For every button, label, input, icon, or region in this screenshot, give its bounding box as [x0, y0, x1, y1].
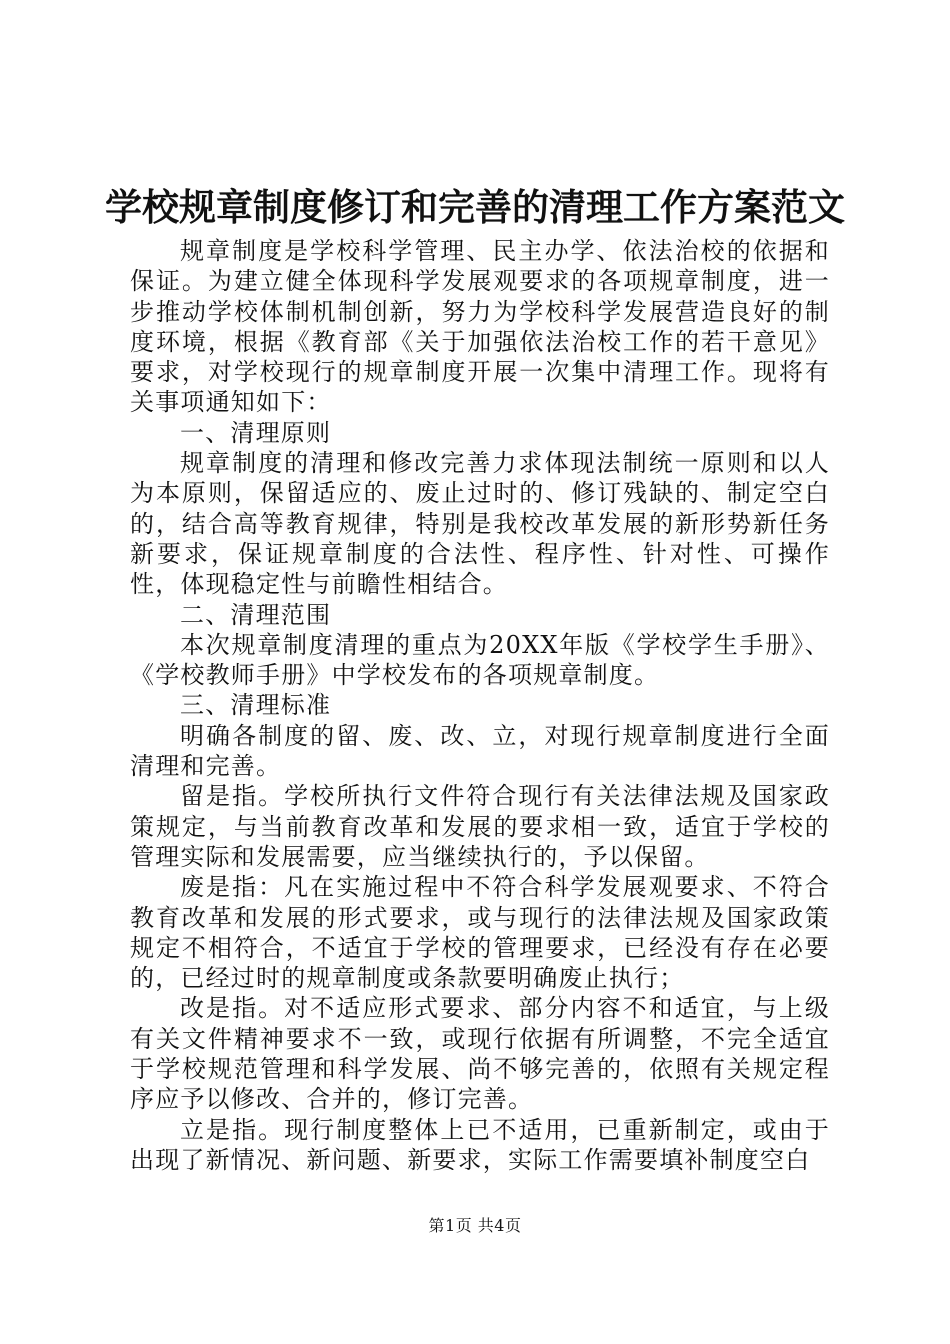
- paragraph-abolish: 废是指：凡在实施过程中不符合科学发展观要求、不符合教育改革和发展的形式要求，或与现行的法律法规及国家政策规定不相符合，不适宜于学校的管理要求，已经没有存在必要的，已经过时的规章制度或条款要明确废止执行；: [130, 873, 830, 993]
- paragraph-intro: 规章制度是学校科学管理、民主办学、依法治校的依据和保证。为建立健全体现科学发展观要求的各项规章制度，进一步推动学校体制机制创新，努力为学校科学发展营造良好的制度环境，根据《教育部《关于加强依法治校工作的若干意见》要求，对学校现行的规章制度开展一次集中清理工作。现将有关事项通知如下：: [130, 237, 830, 417]
- paragraph-revise: 改是指。对不适应形式要求、部分内容不和适宜，与上级有关文件精神要求不一致，或现行依据有所调整，不完全适宜于学校规范管理和科学发展、尚不够完善的，依照有关规定程序应予以修改、合并的，修订完善。: [130, 994, 830, 1114]
- paragraph-principles: 规章制度的清理和修改完善力求体现法制统一原则和以人为本原则，保留适应的、废止过时的、修订残缺的、制定空白的，结合高等教育规律，特别是我校改革发展的新形势新任务新要求，保证规章制度的合法性、程序性、针对性、可操作性，体现稳定性与前瞻性相结合。: [130, 449, 830, 599]
- paragraph-scope: 本次规章制度清理的重点为20XX年版《学校学生手册》、《学校教师手册》中学校发布的各项规章制度。: [130, 630, 830, 690]
- section-heading-standards: 三、清理标准: [180, 691, 332, 720]
- page-number-footer: 第1页 共4页: [428, 1216, 522, 1235]
- document-title: 学校规章制度修订和完善的清理工作方案范文: [105, 186, 845, 229]
- section-heading-principles: 一、清理原则: [180, 418, 332, 447]
- paragraph-standards: 明确各制度的留、废、改、立，对现行规章制度进行全面清理和完善。: [130, 721, 830, 781]
- paragraph-establish: 立是指。现行制度整体上已不适用，已重新制定，或由于出现了新情况、新问题、新要求，实际工作需要填补制度空白: [130, 1115, 830, 1174]
- section-heading-scope: 二、清理范围: [180, 600, 332, 629]
- paragraph-retain: 留是指。学校所执行文件符合现行有关法律法规及国家政策规定，与当前教育改革和发展的要求相一致，适宜于学校的管理实际和发展需要，应当继续执行的，予以保留。: [130, 782, 830, 871]
- document-body: [130, 236, 830, 1175]
